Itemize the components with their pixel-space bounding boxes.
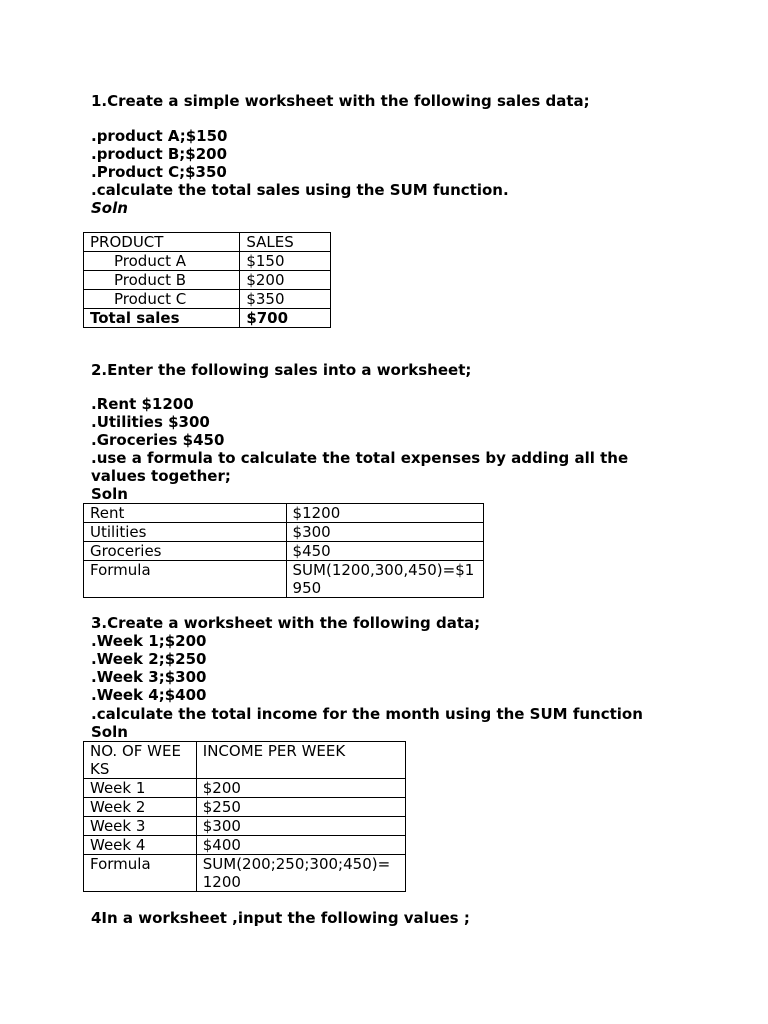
q3-item: .Week 4;$400 — [91, 686, 207, 704]
table-row — [84, 290, 331, 309]
table-cell: Total sales — [84, 309, 240, 328]
table-row — [84, 798, 406, 817]
q2-soln-label: Soln — [91, 485, 128, 503]
q1-item: .product A;$150 — [91, 127, 228, 145]
table-row — [84, 817, 406, 836]
table-cell: $250 — [196, 798, 405, 817]
table-cell: Product A — [84, 252, 240, 271]
table-cell: Rent — [84, 504, 287, 523]
table-row — [84, 542, 484, 561]
table-cell: Groceries — [84, 542, 287, 561]
table-cell: Formula — [84, 855, 197, 892]
q1-item: .Product C;$350 — [91, 163, 227, 181]
q1-sales-table — [83, 232, 331, 328]
table-row — [84, 252, 331, 271]
q1-item: .calculate the total sales using the SUM function. — [91, 181, 509, 199]
q2-item: .use a formula to calculate the total expenses by adding all the — [91, 449, 629, 467]
table-cell: $200 — [196, 779, 405, 798]
q1-item: .product B;$200 — [91, 145, 228, 163]
q3-soln-label: Soln — [91, 723, 128, 741]
table-cell: $150 — [240, 252, 331, 271]
table-total-row — [84, 309, 331, 328]
q2-item: .Groceries $450 — [91, 431, 225, 449]
q4-heading: 4In a worksheet ,input the following values ; — [91, 909, 470, 927]
table-row — [84, 836, 406, 855]
table-cell: $300 — [196, 817, 405, 836]
table-cell: Week 1 — [84, 779, 197, 798]
table-cell: SUM(1200,300,450)=$1950 — [286, 561, 483, 598]
q3-income-table — [83, 741, 406, 892]
table-header-row — [84, 742, 406, 779]
q3-item: .Week 2;$250 — [91, 650, 207, 668]
q3-item: .Week 3;$300 — [91, 668, 207, 686]
table-row — [84, 504, 484, 523]
table-cell: SUM(200;250;300;450)= 1200 — [196, 855, 405, 892]
table-cell: $200 — [240, 271, 331, 290]
table-cell: Formula — [84, 561, 287, 598]
table-row — [84, 271, 331, 290]
table-cell: $400 — [196, 836, 405, 855]
table-row — [84, 855, 406, 892]
q1-heading: 1.Create a simple worksheet with the following sales data; — [91, 92, 590, 110]
q2-item: .Utilities $300 — [91, 413, 210, 431]
q2-item: values together; — [91, 467, 231, 485]
table-cell: INCOME PER WEEK — [196, 742, 405, 779]
table-cell: $350 — [240, 290, 331, 309]
table-cell: $700 — [240, 309, 331, 328]
table-cell: Product B — [84, 271, 240, 290]
table-cell: Week 4 — [84, 836, 197, 855]
table-cell: $450 — [286, 542, 483, 561]
table-header-row — [84, 233, 331, 252]
table-cell: $300 — [286, 523, 483, 542]
table-cell: Week 3 — [84, 817, 197, 836]
q3-heading: 3.Create a worksheet with the following data; — [91, 614, 481, 632]
q2-item: .Rent $1200 — [91, 395, 194, 413]
table-cell: PRODUCT — [84, 233, 240, 252]
table-cell: Week 2 — [84, 798, 197, 817]
table-row — [84, 779, 406, 798]
q3-item: .calculate the total income for the month using the SUM function — [91, 705, 643, 723]
table-cell: Product C — [84, 290, 240, 309]
table-row — [84, 523, 484, 542]
table-cell: NO. OF WEEKS — [84, 742, 197, 779]
q2-heading: 2.Enter the following sales into a worksheet; — [91, 361, 472, 379]
q2-expenses-table — [83, 503, 484, 598]
q3-item: .Week 1;$200 — [91, 632, 207, 650]
table-row — [84, 561, 484, 598]
table-cell: SALES — [240, 233, 331, 252]
table-cell: $1200 — [286, 504, 483, 523]
q1-soln-label: Soln — [91, 199, 128, 217]
table-cell: Utilities — [84, 523, 287, 542]
